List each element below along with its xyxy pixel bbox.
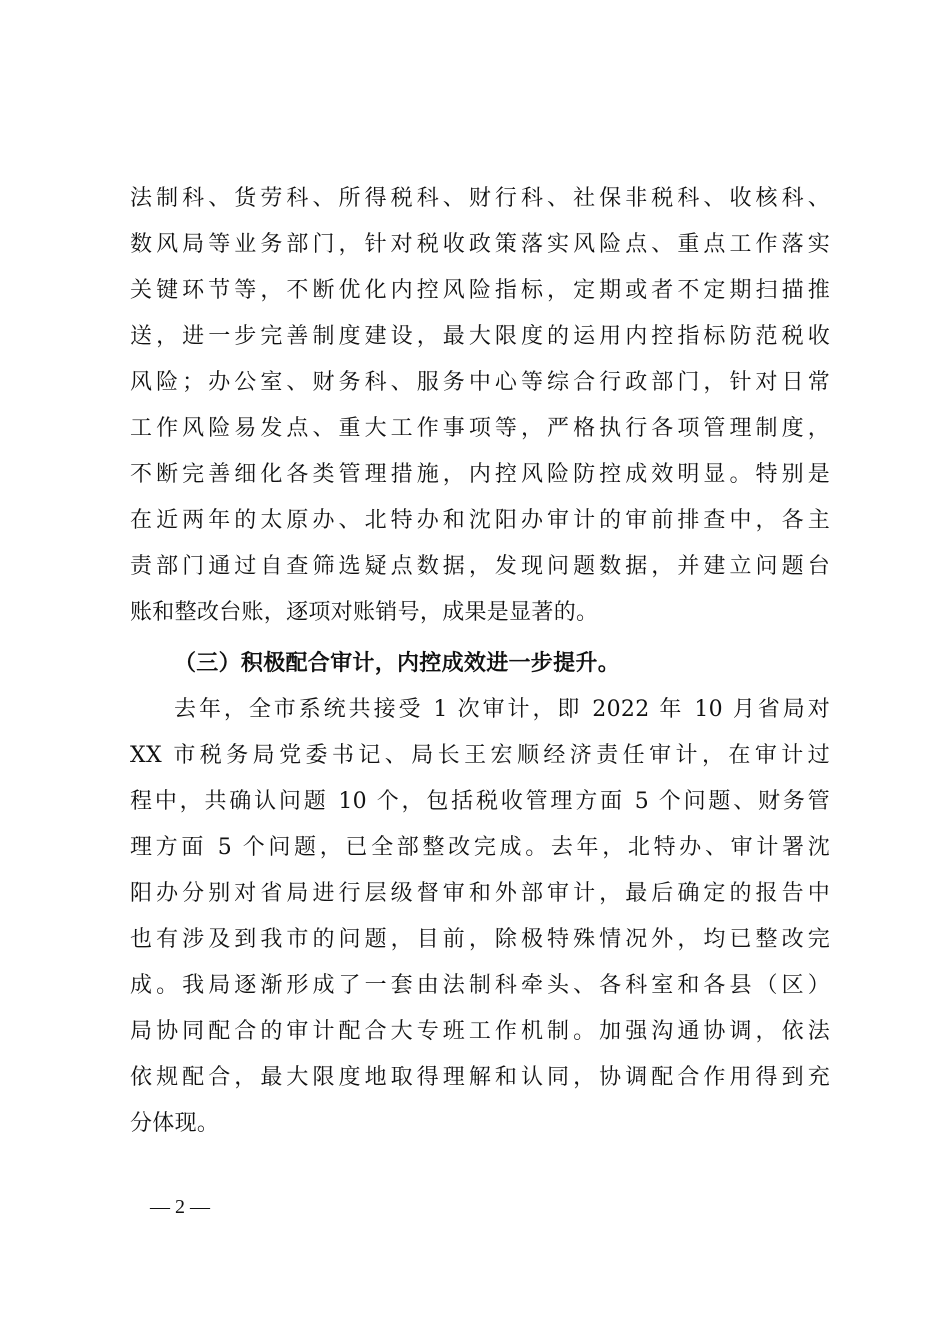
text-line: 关键环节等，不断优化内控风险指标，定期或者不定期扫描推 — [130, 278, 830, 303]
paragraph-continued — [130, 176, 830, 636]
text-line: XX 市税务局党委书记、局长王宏顺经济责任审计，在审计过 — [130, 743, 830, 768]
page-number: — 2 — — [150, 1196, 210, 1218]
text-line: 程中，共确认问题 10 个，包括税收管理方面 5 个问题、财务管 — [130, 789, 830, 814]
text-line: 法制科、货劳科、所得税科、财行科、社保非税科、收核科、 — [130, 186, 830, 211]
text-line: 分体现。 — [130, 1111, 220, 1136]
section-heading: （三）积极配合审计，内控成效进一步提升。 — [174, 650, 621, 676]
text-line: 账和整改台账，逐项对账销号，成果是显著的。 — [130, 600, 599, 625]
text-line: 成。我局逐渐形成了一套由法制科牵头、各科室和各县（区） — [130, 973, 830, 998]
text-line: 不断完善细化各类管理措施，内控风险防控成效明显。特别是 — [130, 462, 830, 487]
text-line: 理方面 5 个问题，已全部整改完成。去年，北特办、审计署沈 — [130, 835, 830, 860]
text-line: 阳办分别对省局进行层级督审和外部审计，最后确定的报告中 — [130, 881, 830, 906]
text-line: 工作风险易发点、重大工作事项等，严格执行各项管理制度， — [130, 416, 830, 441]
text-line: 数风局等业务部门，针对税收政策落实风险点、重点工作落实 — [130, 232, 830, 257]
text-line: 送，进一步完善制度建设，最大限度的运用内控指标防范税收 — [130, 324, 830, 349]
text-line: 局协同配合的审计配合大专班工作机制。加强沟通协调，依法 — [130, 1019, 830, 1044]
text-line: 去年，全市系统共接受 1 次审计，即 2022 年 10 月省局对 — [174, 697, 830, 722]
text-line: 依规配合，最大限度地取得理解和认同，协调配合作用得到充 — [130, 1065, 830, 1090]
section-heading-block — [130, 640, 830, 686]
text-line: 风险；办公室、财务科、服务中心等综合行政部门，针对日常 — [130, 370, 830, 395]
text-line: 在近两年的太原办、北特办和沈阳办审计的审前排查中，各主 — [130, 508, 830, 533]
text-line: 责部门通过自查筛选疑点数据，发现问题数据，并建立问题台 — [130, 554, 830, 579]
text-line: 也有涉及到我市的问题，目前，除极特殊情况外，均已整改完 — [130, 927, 830, 952]
paragraph-audit — [130, 687, 830, 1147]
